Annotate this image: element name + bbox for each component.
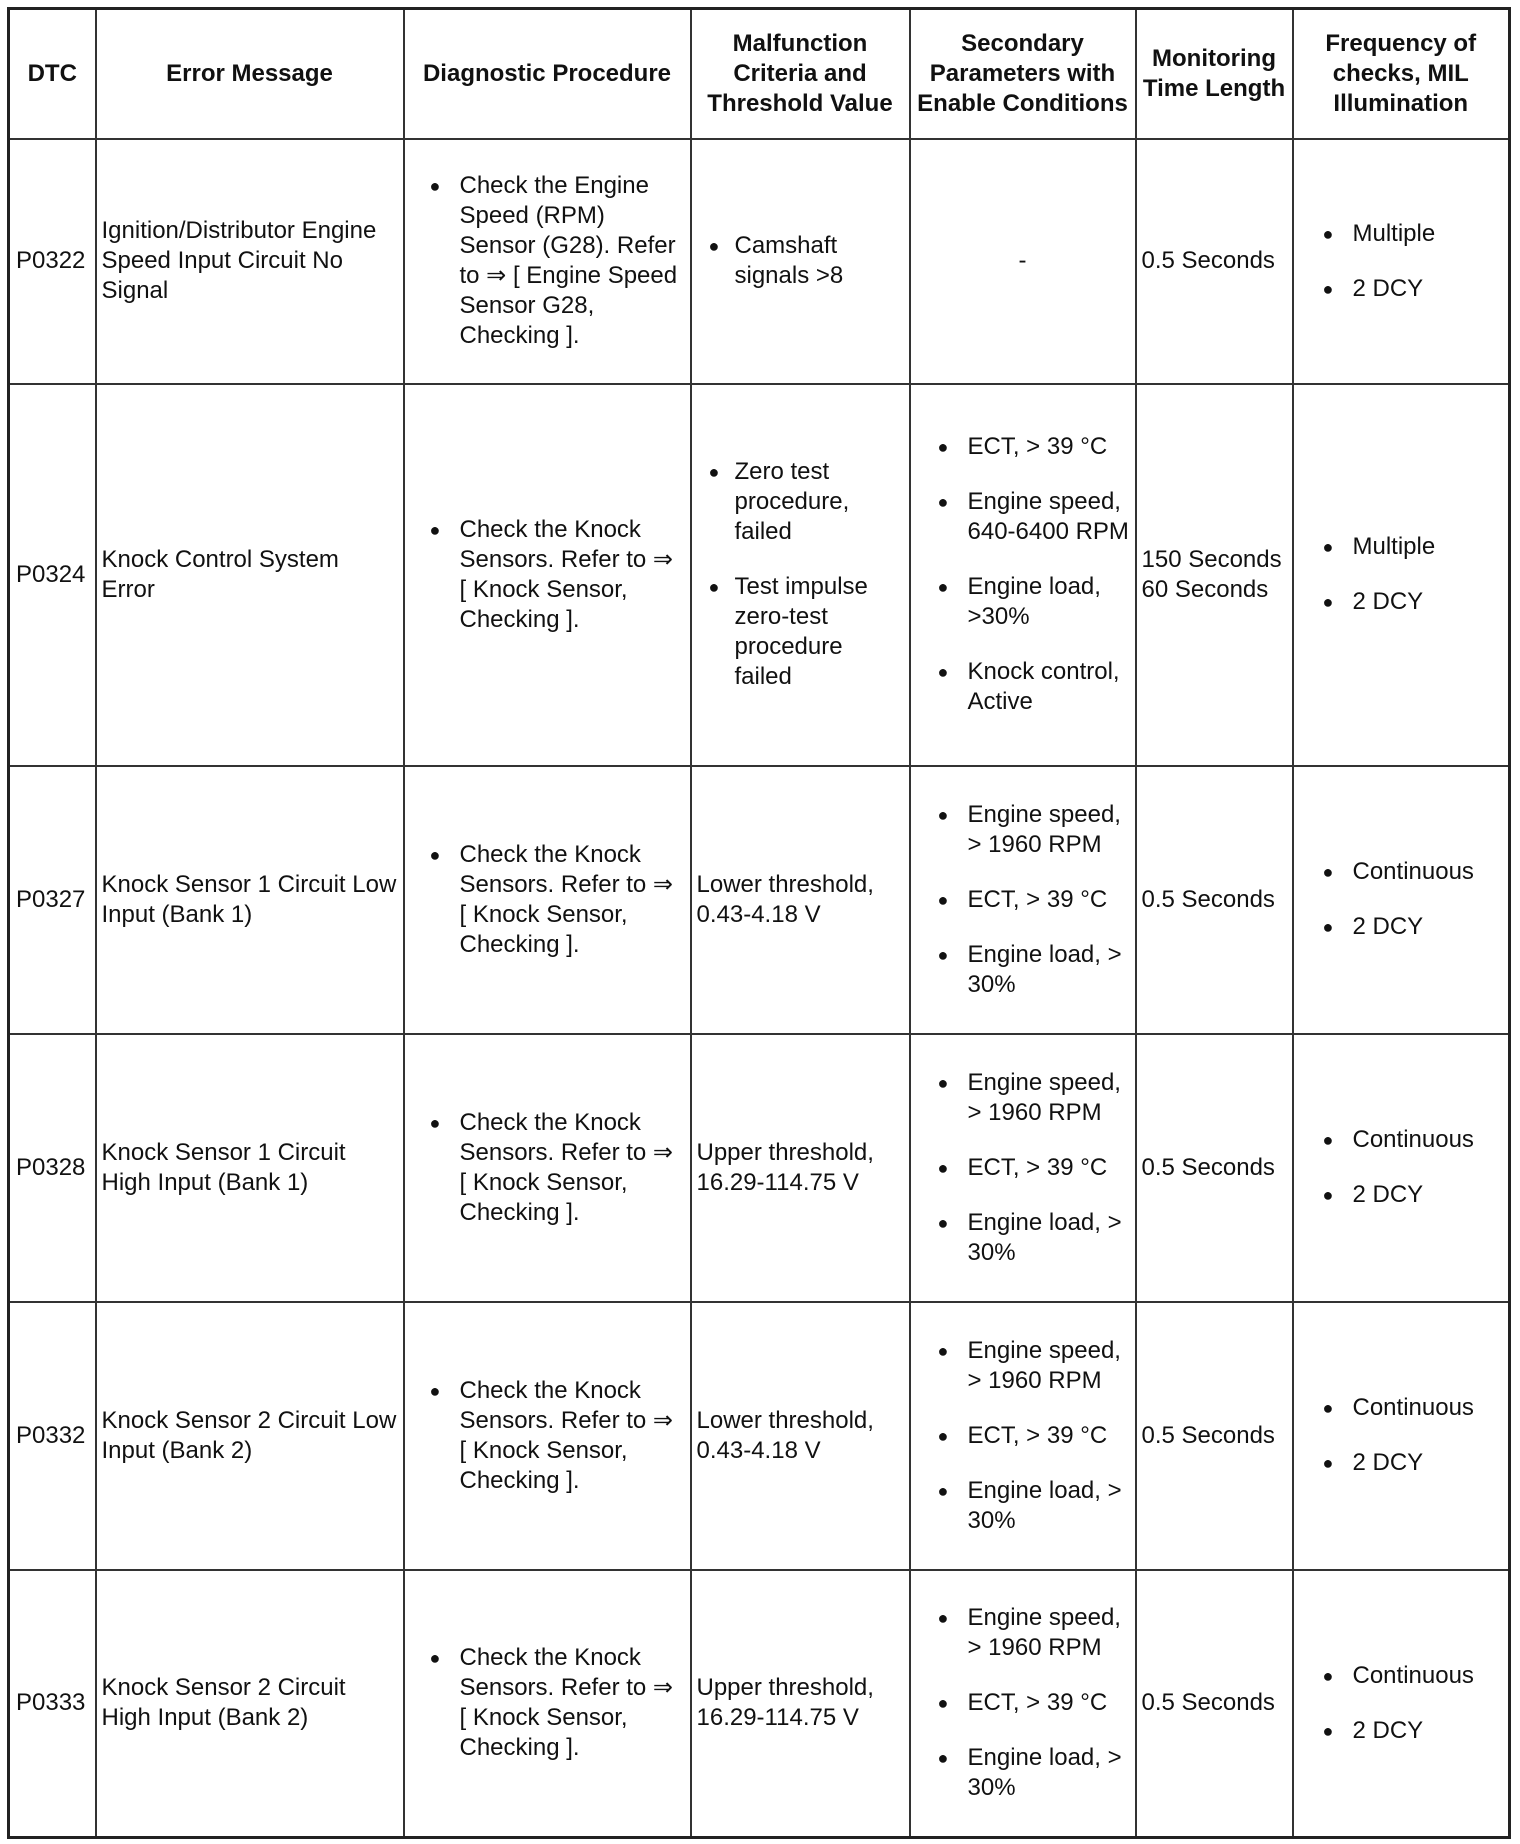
frequency-mil [1293,1034,1510,1302]
secondary-item: ● Engine load, > 30% [916,1743,1130,1803]
criteria-item: ● Test impulse zero-test procedure failed [697,572,904,692]
criteria-item: ● Zero test procedure, failed [697,457,904,547]
frequency-item: ● Continuous [1299,1393,1504,1423]
error-message: Knock Sensor 1 Circuit High Input (Bank 1) [96,1034,404,1302]
diagnostic-procedure [404,139,691,384]
diagnostic-procedure [404,1302,691,1570]
frequency-item: ● Continuous [1299,1661,1504,1691]
procedure-item: ● Check the Knock Sensors. Refer to ⇒ [ Knock Sensor, Checking ]. [410,1376,685,1496]
secondary-item: ● ECT, > 39 °C [916,432,1130,462]
secondary-parameters [910,384,1136,766]
frequency-item: ● 2 DCY [1299,1448,1504,1478]
table-row [9,139,1510,384]
secondary-item: ● Engine load, > 30% [916,940,1130,1000]
diagnostic-procedure [404,1034,691,1302]
procedure-item: ● Check the Knock Sensors. Refer to ⇒ [ Knock Sensor, Checking ]. [410,840,685,960]
dtc-table-sheet [7,7,1508,1834]
procedure-item: ● Check the Knock Sensors. Refer to ⇒ [ Knock Sensor, Checking ]. [410,515,685,635]
secondary-item: ● Engine speed, > 1960 RPM [916,1603,1130,1663]
frequency-mil [1293,139,1510,384]
frequency-mil [1293,1302,1510,1570]
monitoring-time: 0.5 Seconds [1136,766,1293,1034]
frequency-item: ● 2 DCY [1299,1716,1504,1746]
secondary-item: ● Knock control, Active [916,657,1130,717]
malfunction-criteria: Upper threshold, 16.29-114.75 V [691,1034,910,1302]
secondary-item: ● Engine speed, > 1960 RPM [916,1336,1130,1396]
dtc-code: P0324 [9,384,96,766]
secondary-item: ● Engine speed, > 1960 RPM [916,1068,1130,1128]
procedure-item: ● Check the Engine Speed (RPM) Sensor (G28). Refer to ⇒ [ Engine Speed Sensor G28, Checking ]. [410,171,685,351]
table-row [9,1570,1510,1838]
header-malfunction-criteria: Malfunction Criteria and Threshold Value [691,9,910,139]
malfunction-criteria: Upper threshold, 16.29-114.75 V [691,1570,910,1838]
frequency-item: ● Multiple [1299,219,1504,249]
error-message: Ignition/Distributor Engine Speed Input Circuit No Signal [96,139,404,384]
secondary-item: ● Engine speed, 640-6400 RPM [916,487,1130,547]
secondary-item: ● Engine load, > 30% [916,1476,1130,1536]
frequency-mil [1293,1570,1510,1838]
secondary-item: ● Engine load, > 30% [916,1208,1130,1268]
frequency-item: ● 2 DCY [1299,912,1504,942]
secondary-item: ● ECT, > 39 °C [916,1688,1130,1718]
procedure-item: ● Check the Knock Sensors. Refer to ⇒ [ Knock Sensor, Checking ]. [410,1108,685,1228]
frequency-mil [1293,384,1510,766]
header-secondary-parameters: Secondary Parameters with Enable Conditions [910,9,1136,139]
diagnostic-procedure [404,384,691,766]
criteria-item: ● Camshaft signals >8 [697,231,904,291]
frequency-item: ● 2 DCY [1299,274,1504,304]
frequency-item: ● 2 DCY [1299,1180,1504,1210]
malfunction-criteria: Lower threshold, 0.43-4.18 V [691,766,910,1034]
secondary-parameters [910,1570,1136,1838]
header-monitoring-time: Monitoring Time Length [1136,9,1293,139]
monitoring-time: 0.5 Seconds [1136,1570,1293,1838]
malfunction-criteria [691,139,910,384]
secondary-parameters [910,766,1136,1034]
dtc-table [7,7,1511,1839]
table-row [9,1302,1510,1570]
secondary-parameters: - [910,139,1136,384]
header-row [9,9,1510,139]
malfunction-criteria: Lower threshold, 0.43-4.18 V [691,1302,910,1570]
monitoring-time: 150 Seconds 60 Seconds [1136,384,1293,766]
diagnostic-procedure [404,766,691,1034]
malfunction-criteria [691,384,910,766]
secondary-item: ● ECT, > 39 °C [916,885,1130,915]
frequency-item: ● Continuous [1299,857,1504,887]
frequency-item: ● Multiple [1299,532,1504,562]
secondary-item: ● ECT, > 39 °C [916,1421,1130,1451]
monitoring-time: 0.5 Seconds [1136,139,1293,384]
frequency-mil [1293,766,1510,1034]
monitoring-time: 0.5 Seconds [1136,1302,1293,1570]
secondary-item: ● Engine load, >30% [916,572,1130,632]
error-message: Knock Sensor 2 Circuit High Input (Bank 2) [96,1570,404,1838]
error-message: Knock Sensor 1 Circuit Low Input (Bank 1) [96,766,404,1034]
dtc-code: P0333 [9,1570,96,1838]
dtc-code: P0332 [9,1302,96,1570]
procedure-item: ● Check the Knock Sensors. Refer to ⇒ [ Knock Sensor, Checking ]. [410,1643,685,1763]
table-row [9,1034,1510,1302]
frequency-item: ● Continuous [1299,1125,1504,1155]
header-error-message: Error Message [96,9,404,139]
header-diagnostic-procedure: Diagnostic Procedure [404,9,691,139]
table-row [9,384,1510,766]
dtc-code: P0328 [9,1034,96,1302]
monitoring-time: 0.5 Seconds [1136,1034,1293,1302]
table-row [9,766,1510,1034]
frequency-item: ● 2 DCY [1299,587,1504,617]
header-frequency: Frequency of checks, MIL Illumination [1293,9,1510,139]
secondary-item: ● ECT, > 39 °C [916,1153,1130,1183]
diagnostic-procedure [404,1570,691,1838]
error-message: Knock Control System Error [96,384,404,766]
secondary-item: ● Engine speed, > 1960 RPM [916,800,1130,860]
error-message: Knock Sensor 2 Circuit Low Input (Bank 2) [96,1302,404,1570]
secondary-parameters [910,1302,1136,1570]
secondary-parameters [910,1034,1136,1302]
dtc-code: P0327 [9,766,96,1034]
dtc-code: P0322 [9,139,96,384]
header-dtc: DTC [9,9,96,139]
